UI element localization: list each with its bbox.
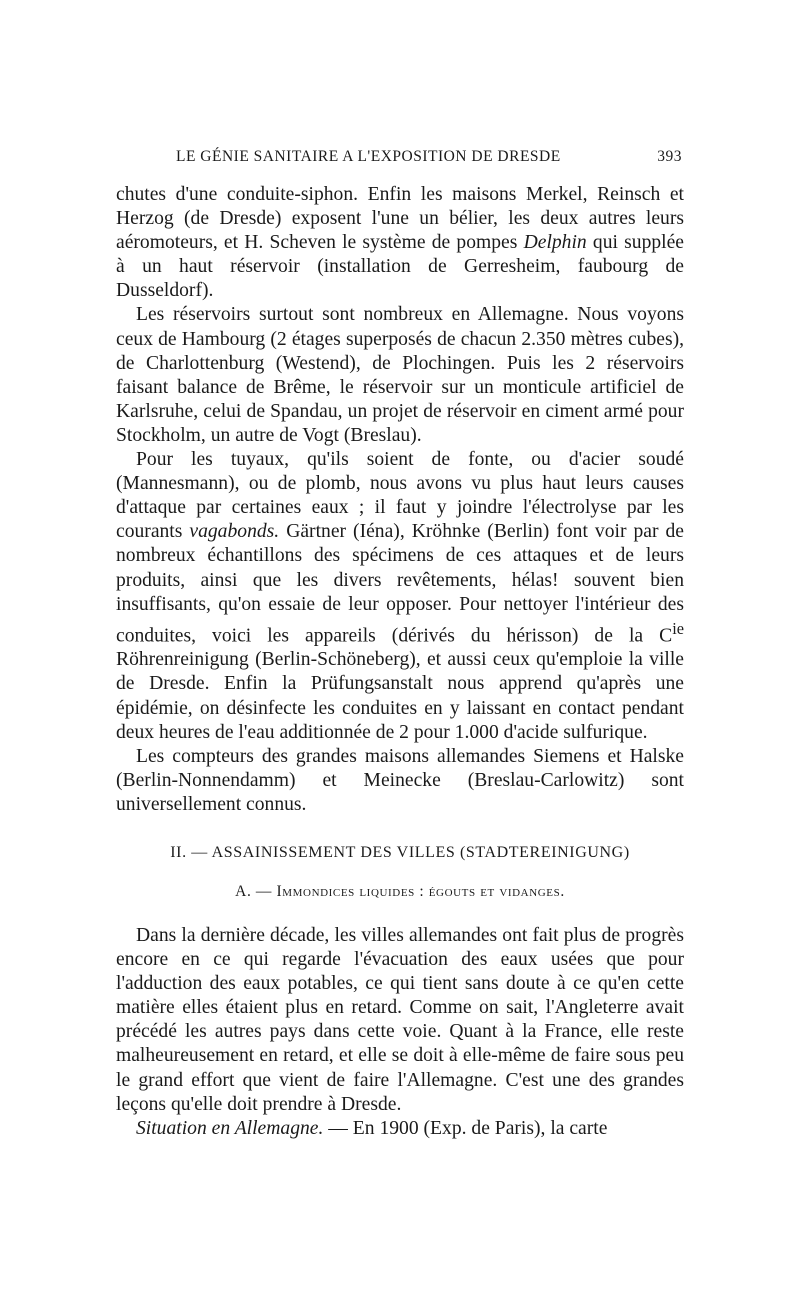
paragraph: Pour les tuyaux, qu'ils soient de fonte, ou d'acier soudé (Mannesmann), ou de plomb, nous avons vu plus haut leurs causes d'attaque par certaines eaux ; il faut y joindre l'électrolyse par les courants vagabonds. Gärtner (Iéna), Kröhnke (Berlin) font voir par de nombreux échantillons des spécimens de ces attaques et de leurs produits, ainsi que les divers revêtements, hélas! souvent bien insuffisants, qu'on essaie de leur opposer. Pour nettoyer l'intérieur des conduites, voici les appareils (dérivés du hérisson) de la $C^{ie}$ Röhrenreinigung (Berlin-Schöneberg), et aussi ceux qu'emploie la ville de Dresde. Enfin la Prüfungsanstalt nous apprend qu'après une épidémie, on désinfecte les conduites en y laissant en contact pendant deux heures de l'eau additionnée de 2 pour 1.000 d'acide sulfurique. [116,449,684,743]
italic-lead: Situation en Allemagne. [136,1117,324,1139]
body-text [116,183,684,817]
italic-term: Delphin [523,232,587,254]
paragraph: Situation en Allemagne. — En 1900 (Exp. de Paris), la carte [136,1117,608,1139]
superscript: ie [672,618,684,638]
paragraph: Dans la dernière décade, les villes allemandes ont fait plus de progrès encore en ce qui regarde l'évacuation des eaux usées que pour l'adduction des eaux potables, ce qui tient sans doute à ce qu'en cette matière elles étaient plus en retard. Comme on sait, l'Angleterre avait précédé les autres pays dans cette voie. Quant à la France, elle reste malheureusement en retard, et elle se doit à elle-même de faire sous peu le grand effort que vient de faire l'Allemagne. C'est une des grandes leçons qu'elle doit prendre à Dresde. [116,925,684,1115]
body-text-section [116,924,684,1141]
running-head [116,148,688,172]
paragraph: Les réservoirs surtout sont nombreux en Allemagne. Nous voyons ceux de Hambourg (2 étages superposés de chacun 2.350 mètres cubes), de Charlottenburg (Westend), de Plochingen. Puis les 2 réservoirs faisant balance de Brême, le réservoir sur un monticule artificiel de Karlsruhe, celui de Spandau, un projet de réservoir en ciment armé pour Stockholm, un autre de Vogt (Breslau). [116,304,684,446]
paragraph: Les compteurs des grandes maisons allemandes Siemens et Halske (Berlin-Nonnendamm) et Meinecke (Breslau-Carlowitz) sont universellement connus. [116,745,684,815]
paragraph: chutes d'une conduite-siphon. Enfin les maisons Merkel, Reinsch et Herzog (de Dresde) exposent l'une un bélier, les deux autres leurs aéromoteurs, et H. Scheven le système de pompes Delphin qui supplée à un haut réservoir (installation de Gerresheim, faubourg de Dusseldorf). [116,184,684,302]
section-heading: II. — ASSAINISSEMENT DES VILLES (STADTEREINIGUNG) [170,844,630,861]
running-title: LE GÉNIE SANITAIRE A L'EXPOSITION DE DRESDE [176,148,561,165]
page-number: 393 [657,148,682,165]
sub-heading: A. — Immondices liquides : égouts et vidanges. [235,883,565,900]
italic-term: vagabonds. [189,521,280,543]
